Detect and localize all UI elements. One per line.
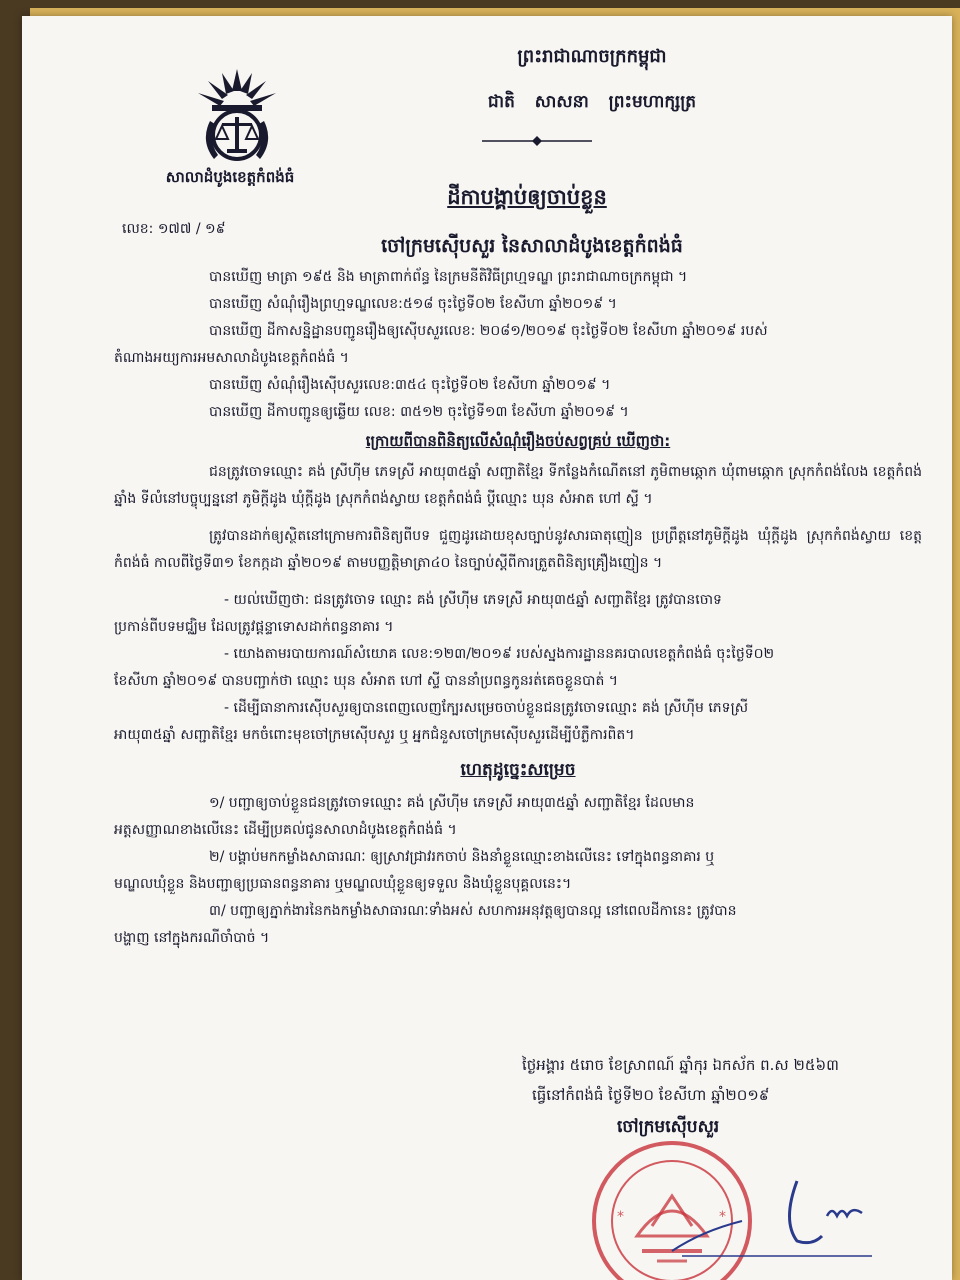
paragraph: ត្រូវបានដាក់ឲ្យស្ថិតនៅក្រោមការពិនិត្យពីបទ ជួញដូរដោយខុសច្បាប់នូវសារធាតុញៀន ប្រព្រឹត្តនៅភូមិក្ដីដូង ឃុំក្ដីដូង ស្រុកកំពង់ស្វាយ ខេត្តកំពង់ធំ កាលពីថ្ងៃទី៣១ ខែកក្កដា ឆ្នាំ២០១៩ តាមបញ្ញត្តិមាត្រា៤០ នៃច្បាប់ស្ដីពីការត្រួតពិនិត្យគ្រឿងញៀន ។ bbox=[114, 528, 922, 571]
review-heading: ក្រោយពីបានពិនិត្យលើសំណុំរឿងចប់សព្វគ្រប់ ឃើញថា: bbox=[365, 432, 671, 450]
seen-line-continued: តំណាងអយ្យការអមសាលាដំបូងខេត្តកំពង់ធំ ។ bbox=[114, 350, 349, 366]
svg-text:*: * bbox=[617, 1209, 624, 1225]
order-item-continued: អត្តសញ្ញាណខាងលើនេះ ដើម្បីប្រគល់ជូនសាលាដំបូងខេត្តកំពង់ធំ ។ bbox=[114, 822, 457, 838]
reference-number: លេខ: ១៧៧ / ១៩ bbox=[122, 221, 226, 237]
handwritten-signature-icon bbox=[662, 1161, 882, 1261]
issue-place-date: ធ្វើនៅកំពង់ធំ ថ្ងៃទី២០ ខែសីហា ឆ្នាំ២០១៩ bbox=[532, 1086, 770, 1104]
order-item: ១/ បញ្ជាឲ្យចាប់ខ្លួនជនត្រូវចោទឈ្មោះ គង់ ស្រីហ៊ីម ភេទស្រី អាយុ៣៥ឆ្នាំ សញ្ជាតិខ្មែរ ដែលមាន bbox=[209, 795, 695, 811]
bullet-point-continued: ខែសីហា ឆ្នាំ២០១៩ បានបញ្ជាក់ថា ឈ្មោះ ឃុន សំអាត ហៅ ស្ទី បាននាំប្រពន្ធកូនរត់គេចខ្លួនបាត់ ។ bbox=[114, 673, 619, 689]
bullet-point-continued: អាយុ៣៥ឆ្នាំ សញ្ជាតិខ្មែរ មកចំពោះមុខចៅក្រមស៊ើបសួរ ឬ អ្នកជំនួសចៅក្រមស៊ើបសួរដើម្បីបំភ្លឺការពិត។ bbox=[114, 727, 635, 743]
ornament-divider-icon bbox=[482, 134, 592, 148]
paragraph: ជនត្រូវចោទឈ្មោះ គង់ ស្រីហ៊ីម ភេទស្រី អាយុ៣៥ឆ្នាំ សញ្ជាតិខ្មែរ ទីកន្លែងកំណើតនៅ ភូមិពាមឆ្កោក ឃុំពាមឆ្កោក ស្រុកកំពង់លែង ខេត្តកំពង់ឆ្នាំង ទីលំនៅបច្ចុប្បន្ននៅ ភូមិក្ដីដូង ឃុំក្ដីដូង ស្រុកកំពង់ស្វាយ ខេត្តកំពង់ធំ ប្ដីឈ្មោះ ឃុន សំអាត ហៅ ស្ទី ។ bbox=[114, 464, 922, 507]
seen-line: បានឃើញ សំណុំរឿងព្រហ្មទណ្ឌលេខ:៥១៨ ចុះថ្ងៃទី០២ ខែសីហា ឆ្នាំ២០១៩ ។ bbox=[209, 296, 617, 312]
lunar-date: ថ្ងៃអង្គារ ៥រោច ខែស្រាពណ៍ ឆ្នាំកុរ ឯកស័ក ព.ស ២៥៦៣ bbox=[522, 1056, 839, 1074]
order-item: ៣/ បញ្ជាឲ្យភ្នាក់ងារនៃកងកម្លាំងសាធារណៈទាំងអស់ សហការអនុវត្តឲ្យបានល្អ នៅពេលដីកានេះ ត្រូវបាន bbox=[209, 903, 737, 919]
bullet-point: - ដើម្បីធានាការស៊ើបសួរឲ្យបានពេញលេញក្បែរសម្រេចចាប់ខ្លួនជនត្រូវចោទឈ្មោះ គង់ ស្រីហ៊ីម ភេទស្រី bbox=[224, 700, 749, 716]
issuing-judge: ចៅក្រមស៊ើបសួរ នៃសាលាដំបូងខេត្តកំពង់ធំ bbox=[381, 235, 683, 257]
bullet-point-continued: ប្រកាន់ពីបទមជ្ឈិម ដែលត្រូវផ្ដន្ទាទោសដាក់ពន្ធនាគារ ។ bbox=[114, 619, 394, 635]
svg-text:*: * bbox=[719, 1209, 726, 1225]
order-item: ២/ បង្គាប់មកកម្លាំងសាធារណៈ ឲ្យស្រាវជ្រាវរកចាប់ និងនាំខ្លួនឈ្មោះខាងលើនេះ ទៅក្នុងពន្ធនាគារ ឬ bbox=[209, 849, 715, 865]
court-name: សាលាដំបូងខេត្តកំពង់ធំ bbox=[165, 168, 295, 186]
document-body bbox=[114, 264, 922, 952]
document-title: ដីកាបង្គាប់ឲ្យចាប់ខ្លួន bbox=[447, 185, 607, 209]
seen-line: បានឃើញ ដីកាសន្និដ្ឋានបញ្ជូនរឿងឲ្យស៊ើបសួរលេខ: ២០៨១/២០១៩ ចុះថ្ងៃទី០២ ខែសីហា ឆ្នាំ២០១៩ របស់ bbox=[209, 323, 768, 339]
seen-line: បានឃើញ មាត្រា ១៩៥ និង មាត្រាពាក់ព័ន្ធ នៃក្រមនីតិវិធីព្រហ្មទណ្ឌ ព្រះរាជាណាចក្រកម្ពុជា ។ bbox=[209, 269, 688, 285]
seen-line: បានឃើញ ដីកាបញ្ជូនឲ្យឆ្លើយ លេខ: ៣៥១២ ចុះថ្ងៃទី១៣ ខែសីហា ឆ្នាំ២០១៩ ។ bbox=[209, 404, 629, 420]
bullet-point: - យល់ឃើញថា: ជនត្រូវចោទ ឈ្មោះ គង់ ស្រីហ៊ីម ភេទស្រី អាយុ៣៥ឆ្នាំ សញ្ជាតិខ្មែរ ត្រូវបានចោទ bbox=[224, 592, 722, 608]
seen-line: បានឃើញ សំណុំរឿងស៊ើបសួរលេខ:៣៥៤ ចុះថ្ងៃទី០២ ខែសីហា ឆ្នាំ២០១៩ ។ bbox=[209, 377, 611, 393]
decision-heading: ហេតុដូច្នេះសម្រេច bbox=[460, 760, 576, 780]
signer-title: ចៅក្រមស៊ើបសួរ bbox=[617, 1117, 720, 1137]
order-item-continued: មណ្ឌលឃុំខ្លួន និងបញ្ជាឲ្យប្រធានពន្ធនាគារ ឬមណ្ឌលឃុំខ្លួនឲ្យទទួល និងឃុំខ្លួនបុគ្គលនេះ។ bbox=[114, 876, 572, 892]
document-page bbox=[22, 16, 952, 1280]
national-motto: ជាតិ សាសនា ព្រះមហាក្សត្រ bbox=[487, 92, 697, 112]
order-item-continued: បង្ហាញ នៅក្នុងករណីចាំបាច់ ។ bbox=[114, 930, 270, 946]
bullet-point: - យោងតាមរបាយការណ៍សំយោគ លេខ:១២៣/២០១៩ របស់ស្នងការដ្ឋាននគរបាលខេត្តកំពង់ធំ ចុះថ្ងៃទី០២ bbox=[224, 646, 775, 662]
court-emblem-icon bbox=[182, 61, 292, 171]
kingdom-heading: ព្រះរាជាណាចក្រកម្ពុជា bbox=[517, 46, 667, 67]
